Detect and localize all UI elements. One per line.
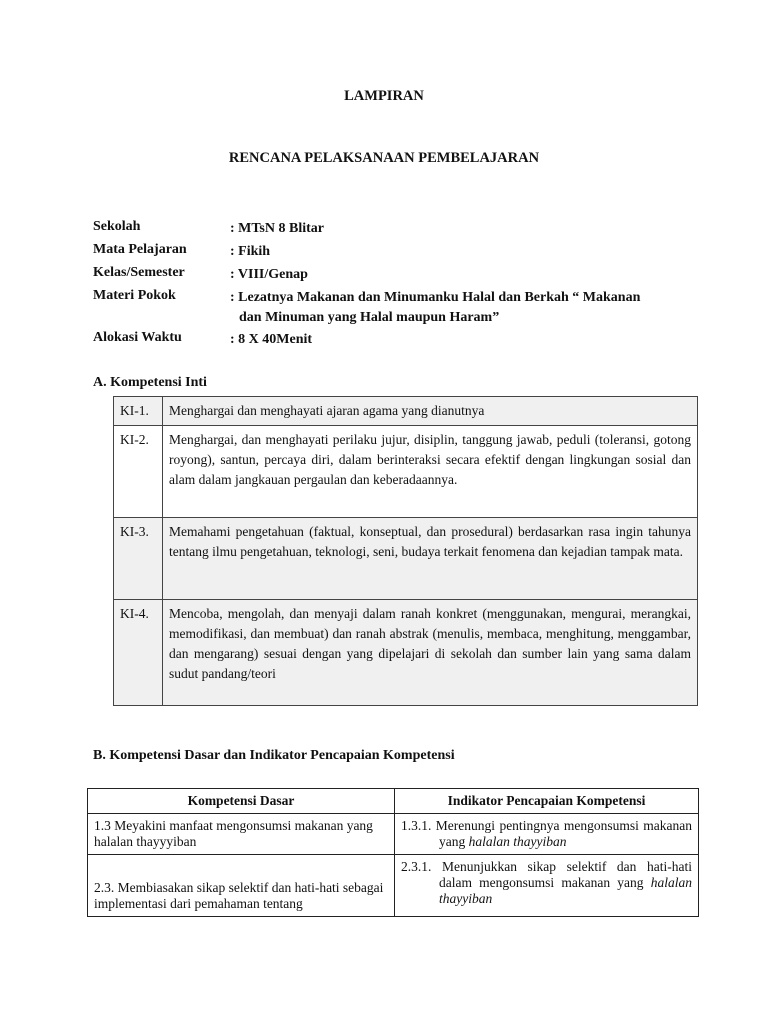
info-label: Sekolah: [93, 219, 141, 234]
ki-code: KI-2.: [114, 426, 163, 518]
indicator-cell: [395, 814, 699, 855]
kd-cell: 1.3 Meyakini manfaat mengonsumsi makanan yang halalan thayyyiban: [88, 814, 395, 855]
table-row: [114, 397, 698, 426]
table-header-row: [88, 789, 699, 814]
ki-code: KI-1.: [114, 397, 163, 426]
ki-code: KI-4.: [114, 600, 163, 706]
kompetensi-dasar-table: [87, 788, 699, 917]
indicator-text: [401, 818, 692, 850]
column-header: Indikator Pencapaian Kompetensi: [395, 789, 699, 814]
info-value-continued: dan Minuman yang Halal maupun Haram”: [239, 310, 500, 325]
info-label: Mata Pelajaran: [93, 242, 187, 257]
info-value: : 8 X 40Menit: [230, 332, 313, 347]
table-row: [114, 518, 698, 600]
document-subtitle: RENCANA PELAKSANAAN PEMBELAJARAN: [228, 150, 540, 166]
column-header: Kompetensi Dasar: [88, 789, 395, 814]
info-value: : MTsN 8 Blitar: [230, 221, 324, 236]
indicator-prefix: 1.3.1. Merenungi pentingnya mengonsumsi makanan yang: [401, 818, 692, 849]
section-heading-kompetensi-dasar: B. Kompetensi Dasar dan Indikator Pencapaian Kompetensi: [93, 748, 455, 763]
info-value: : VIII/Genap: [230, 267, 308, 282]
ki-code: KI-3.: [114, 518, 163, 600]
table-row: [114, 600, 698, 706]
table-row: [88, 814, 699, 855]
info-label: Kelas/Semester: [93, 265, 185, 280]
info-value: : Fikih: [230, 244, 271, 259]
kompetensi-inti-table: [113, 396, 698, 706]
kd-cell: 2.3. Membiasakan sikap selektif dan hati-hati sebagai implementasi dari pemahaman tentang: [88, 855, 395, 917]
info-label: Materi Pokok: [93, 288, 176, 303]
indicator-italic: halalan thayyiban: [439, 875, 692, 906]
indicator-cell: [395, 855, 699, 917]
ki-text: Memahami pengetahuan (faktual, konseptual, dan prosedural) berdasarkan rasa ingin tahunya tentang ilmu pengetahuan, teknologi, seni, budaya terkait fenomena dan kejadian tampak mata.: [163, 518, 698, 600]
indicator-prefix: 2.3.1. Menunjukkan sikap selektif dan hati-hati dalam mengonsumsi makanan yang: [401, 859, 692, 890]
indicator-italic: halalan thayyiban: [468, 834, 567, 849]
info-value: : Lezatnya Makanan dan Minumanku Halal dan Berkah “ Makanan: [230, 290, 641, 305]
ki-text: Menghargai dan menghayati ajaran agama yang dianutnya: [163, 397, 698, 426]
table-row: [114, 426, 698, 518]
ki-text: Menghargai, dan menghayati perilaku jujur, disiplin, tanggung jawab, peduli (toleransi, gotong royong), santun, percaya diri, dalam berinteraksi secara efektif dengan lingkungan sosial dan alam dalam jangkauan pergaulan dan keberadaannya.: [163, 426, 698, 518]
ki-text: Mencoba, mengolah, dan menyaji dalam ranah konkret (menggunakan, mengurai, merangkai, memodifikasi, dan membuat) dan ranah abstrak (menulis, membaca, menghitung, menggambar, dan mengarang) sesuai dengan yang dipelajari di sekolah dan sumber lain yang sama dalam sudut pandang/teori: [163, 600, 698, 706]
indicator-text: [401, 859, 692, 907]
info-label: Alokasi Waktu: [93, 330, 182, 345]
page-title: LAMPIRAN: [344, 88, 424, 104]
section-heading-kompetensi-inti: A. Kompetensi Inti: [93, 375, 207, 390]
table-row: [88, 855, 699, 917]
